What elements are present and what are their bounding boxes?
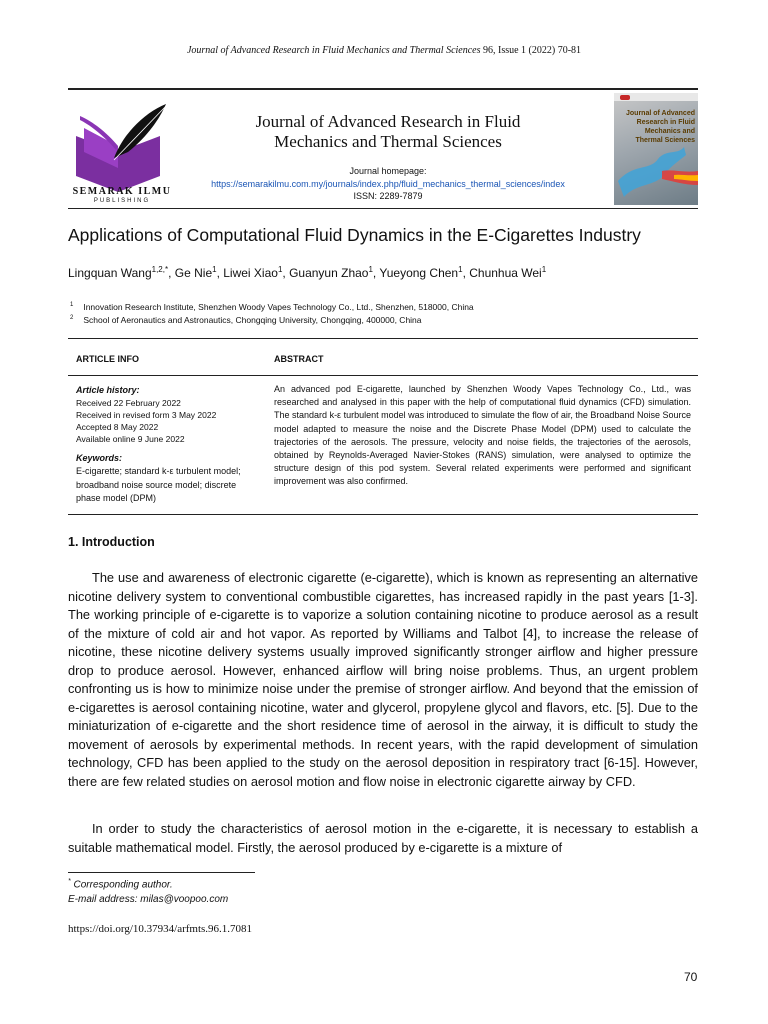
keywords-title: Keywords:: [76, 453, 123, 463]
body-paragraph: The use and awareness of electronic cigarette (e-cigarette), which is known as representing an alternative nicotine delivery system to conventional combustible cigarettes, has increased rapidly in the past years [1-3]. The working principle of e-cigarette is to vaporize a solution containing nicotine to produce aerosol as a result of the mixture of cold air and hot vapor. As reported by Williams and Talbot [4], to increase the release of nicotine, these nicotine delivery systems usually improved significantly stronger airflow and higher pressure drop to produce aerosol. However, enhanced airflow will bring noise problems. Thus, an urgent problem confronting us is how to minimize noise under the premise of stronger airflow. And beyond that the emission of e-cigarettes is aerosol containing nicotine, water and glycerol, propylene glycol and flavors, etc. [5]. Due to the miniaturization of e-cigarette and the short residence time of aerosol in the airway, it is difficult to study the movement of aerosols by experimental methods. In recent years, with the rapid development of simulation technology, CFD has been applied to the study on the aerosol deposition in respiratory tract [6-15]. However, there are few related studies on aerosol motion and flow noise in electronic cigarette airway by CFD.: [68, 570, 698, 790]
issn: ISSN: 2289-7879: [353, 191, 423, 201]
author: Guanyun Zhao: [289, 266, 369, 280]
affiliation: $^1$ Innovation Research Institute, Shenzhen Woody Vapes Technology Co., Ltd., Shenzhen, 518000, China: [70, 302, 474, 312]
author: Liwei Xiao: [223, 266, 278, 280]
corresponding-author-note: * Corresponding author.: [68, 878, 173, 891]
journal-cover-image: [614, 93, 698, 205]
history-item: Received in revised form 3 May 2022: [76, 410, 217, 420]
email-address: E-mail address: milas@voopoo.com: [68, 894, 229, 905]
journal-header: [68, 88, 698, 209]
author: Yueyong Chen: [379, 266, 459, 280]
author-list: Lingquan Wang$^{1,2,*}$, Ge Nie$^1$, Liwei Xiao$^1$, Guanyun Zhao$^1$, Yueyong Chen$^1$, Chunhua Wei$^1$: [68, 265, 547, 280]
author: Chunhua Wei: [469, 266, 542, 280]
homepage-label: Journal homepage:: [349, 166, 427, 176]
history-item: Available online 9 June 2022: [76, 434, 185, 444]
running-head: Journal of Advanced Research in Fluid Mechanics and Thermal Sciences 96, Issue 1 (2022) 70-81: [186, 45, 582, 56]
article-info-heading: ARTICLE INFO: [76, 354, 139, 364]
abstract-heading: ABSTRACT: [274, 354, 324, 364]
table-rule-middle: [68, 375, 698, 376]
page-number: 70: [684, 970, 698, 984]
cover-title: Journal of Advanced Research in Fluid Mechanics and Thermal Sciences: [626, 110, 695, 144]
history-item: Accepted 8 May 2022: [76, 422, 159, 432]
publisher-logo: [68, 94, 176, 204]
abstract-text: An advanced pod E-cigarette, launched by Shenzhen Woody Vapes Technology Co., Ltd., was researched and analysed in this paper with the help of computational fluid dynamics (CFD) simulation. The standard k-ε turbulent model was introduced to simulate the flow of air, the Broadband Noise Source model adapted to measure the noise and the Discrete Phase Model (DPM) used to calculate the trajectories of the aerosols. The pressure, velocity and noise fields, the trajectories of the aerosols, obtained by Reynolds-Averaged Navier-Stokes (RANS) simulation, were analysed to optimize the structure design of this pod system. Several related experiments were performed and significant improvement was also confirmed.: [274, 384, 691, 487]
homepage-link[interactable]: https://semarakilmu.com.my/journals/index.php/fluid_mechanics_thermal_sciences/index: [211, 179, 565, 189]
table-column-divider: [262, 376, 263, 514]
body-paragraph: In order to study the characteristics of aerosol motion in the e-cigarette, it is necessary to establish a suitable mathematical model. Firstly, the aerosol produced by e-cigarette is a mixture of: [68, 821, 698, 855]
table-rule-top: [68, 338, 698, 339]
book-feather-icon: [68, 94, 176, 204]
publisher-name: SEMARAK ILMU: [72, 186, 172, 197]
history-item: Received 22 February 2022: [76, 398, 181, 408]
keywords: E-cigarette; standard k-ε turbulent model; broadband noise source model; discrete phase model (DPM): [76, 466, 241, 503]
section-heading: 1. Introduction: [68, 535, 155, 549]
paper-title: Applications of Computational Fluid Dynamics in the E-Cigarettes Industry: [68, 225, 641, 245]
author: Ge Nie: [174, 266, 213, 280]
article-history-title: Article history:: [76, 385, 140, 395]
affiliation: $^2$ School of Aeronautics and Astronautics, Chongqing University, Chongqing, 400000, China: [70, 315, 422, 325]
footnote-rule: [68, 872, 255, 873]
table-rule-bottom: [68, 514, 698, 515]
fluid-flow-icon: [614, 141, 698, 205]
author: Lingquan Wang: [68, 266, 152, 280]
publisher-sub: PUBLISHING: [93, 198, 151, 204]
journal-title: Journal of Advanced Research in Fluid Mechanics and Thermal Sciences: [255, 112, 521, 151]
doi-link[interactable]: https://doi.org/10.37934/arfmts.96.1.7081: [68, 923, 253, 935]
